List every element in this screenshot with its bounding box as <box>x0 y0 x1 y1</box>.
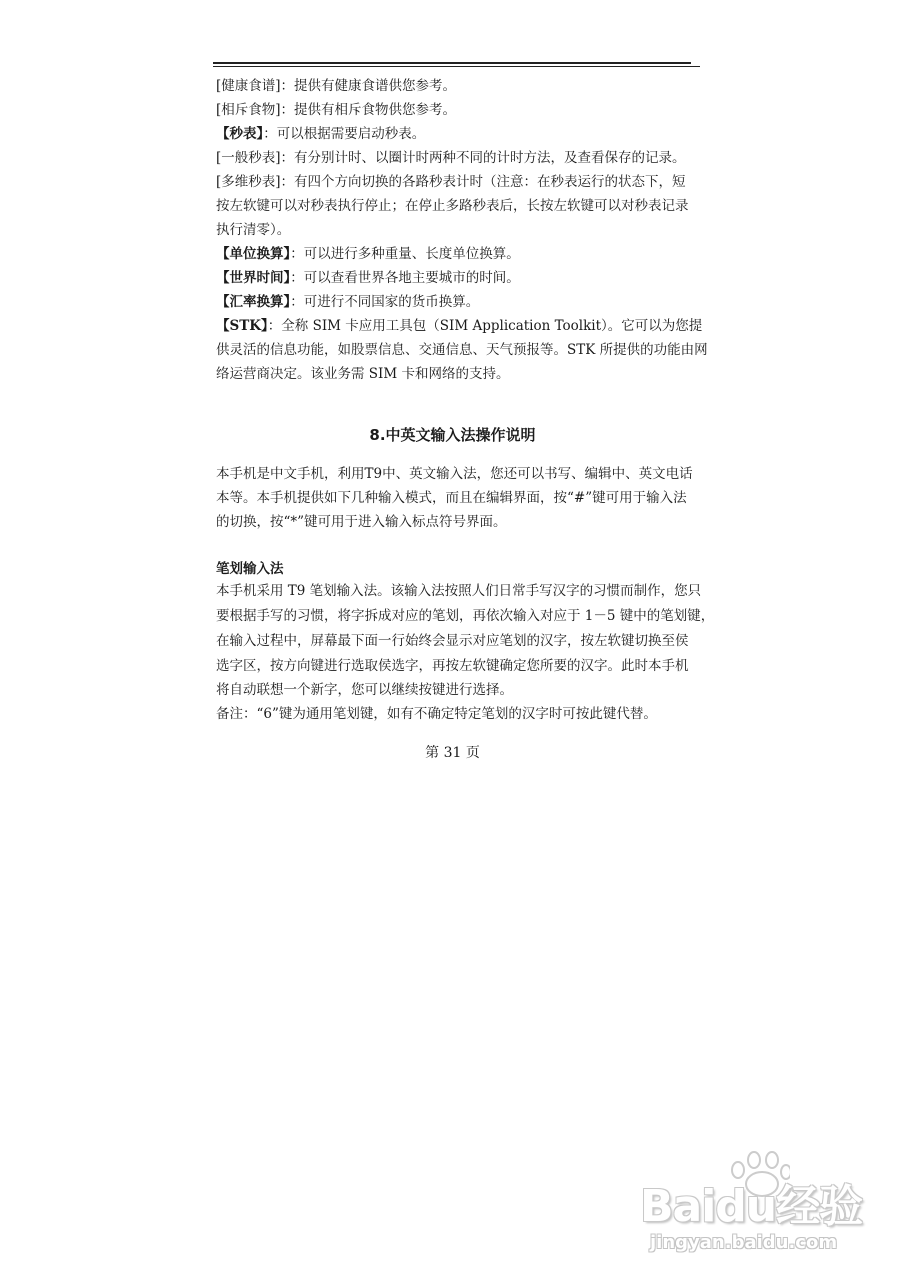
header-rule-thick <box>213 62 691 64</box>
subsection-title: 笔划输入法 <box>216 561 284 577</box>
watermark-url: jingyan.baidu.com <box>650 1232 838 1253</box>
text-line <box>216 126 425 143</box>
stroke-line: 选字区，按方向键进行选取侯选字，再按左软键确定您所要的汉字。此时本手机 <box>216 658 689 674</box>
stroke-line: 将自动联想一个新字，您可以继续按键进行选择。 <box>216 682 513 698</box>
stroke-line: 要根据手写的习惯，将字拆成对应的笔划，再依次输入对应于 1－5 键中的笔划键， <box>216 608 715 624</box>
term-description: ：可以查看世界各地主要城市的时间。 <box>290 270 520 286</box>
term-description: ：可以根据需要启动秒表。 <box>263 126 426 142</box>
text-line: [相斥食物]：提供有相斥食物供您参考。 <box>216 102 457 118</box>
baidu-watermark <box>640 1150 870 1260</box>
text-line <box>216 270 520 287</box>
term-label: 【汇率换算】 <box>216 294 291 310</box>
page-number: 第 31 页 <box>425 745 480 761</box>
stroke-line: 在输入过程中，屏幕最下面一行始终会显示对应笔划的汉字，按左软键切换至侯 <box>216 633 689 649</box>
text-line: 供灵活的信息功能，如股票信息、交通信息、天气预报等。STK 所提供的功能由网 <box>216 342 708 358</box>
intro-line: 的切换，按“*”键可用于进入输入标点符号界面。 <box>216 514 507 530</box>
stroke-line: 本手机采用 T9 笔划输入法。该输入法按照人们日常手写汉字的习惯而制作，您只 <box>216 583 702 599</box>
watermark-logo: Baidu经验 <box>640 1181 863 1232</box>
text-line <box>216 318 702 335</box>
term-description: ：可进行不同国家的货币换算。 <box>290 294 480 310</box>
section-title: 8.中英文输入法操作说明 <box>369 426 536 444</box>
term-label: 【单位换算】 <box>216 246 291 262</box>
term-label: 【秒表】 <box>216 126 264 142</box>
text-line: 按左软键可以对秒表执行停止；在停止多路秒表后，长按左软键可以对秒表记录 <box>216 198 689 214</box>
text-line <box>216 294 479 311</box>
text-line: [多维秒表]：有四个方向切换的各路秒表计时（注意：在秒表运行的状态下，短 <box>216 174 686 190</box>
term-label: 【世界时间】 <box>216 270 291 286</box>
term-description: ：可以进行多种重量、长度单位换算。 <box>290 246 520 262</box>
stroke-line: 备注：“6”键为通用笔划键，如有不确定特定笔划的汉字时可按此键代替。 <box>216 706 657 722</box>
text-line: 执行清零）。 <box>216 222 291 238</box>
term-label: 【STK】 <box>216 318 268 334</box>
text-line: 络运营商决定。该业务需 SIM 卡和网络的支持。 <box>216 366 510 382</box>
text-line: [一般秒表]：有分别计时、以圈计时两种不同的计时方法，及查看保存的记录。 <box>216 150 686 166</box>
term-description: ：全称 SIM 卡应用工具包（SIM Application Toolkit）。它可以为您提 <box>267 318 703 334</box>
text-line <box>216 246 520 263</box>
intro-line: 本等。本手机提供如下几种输入模式，而且在编辑界面，按“#”键可用于输入法 <box>216 490 687 506</box>
intro-line: 本手机是中文手机，利用T9中、英文输入法，您还可以书写、编辑中、英文电话 <box>216 466 693 482</box>
text-line: [健康食谱]：提供有健康食谱供您参考。 <box>216 78 457 94</box>
header-rule-thin <box>213 66 700 67</box>
